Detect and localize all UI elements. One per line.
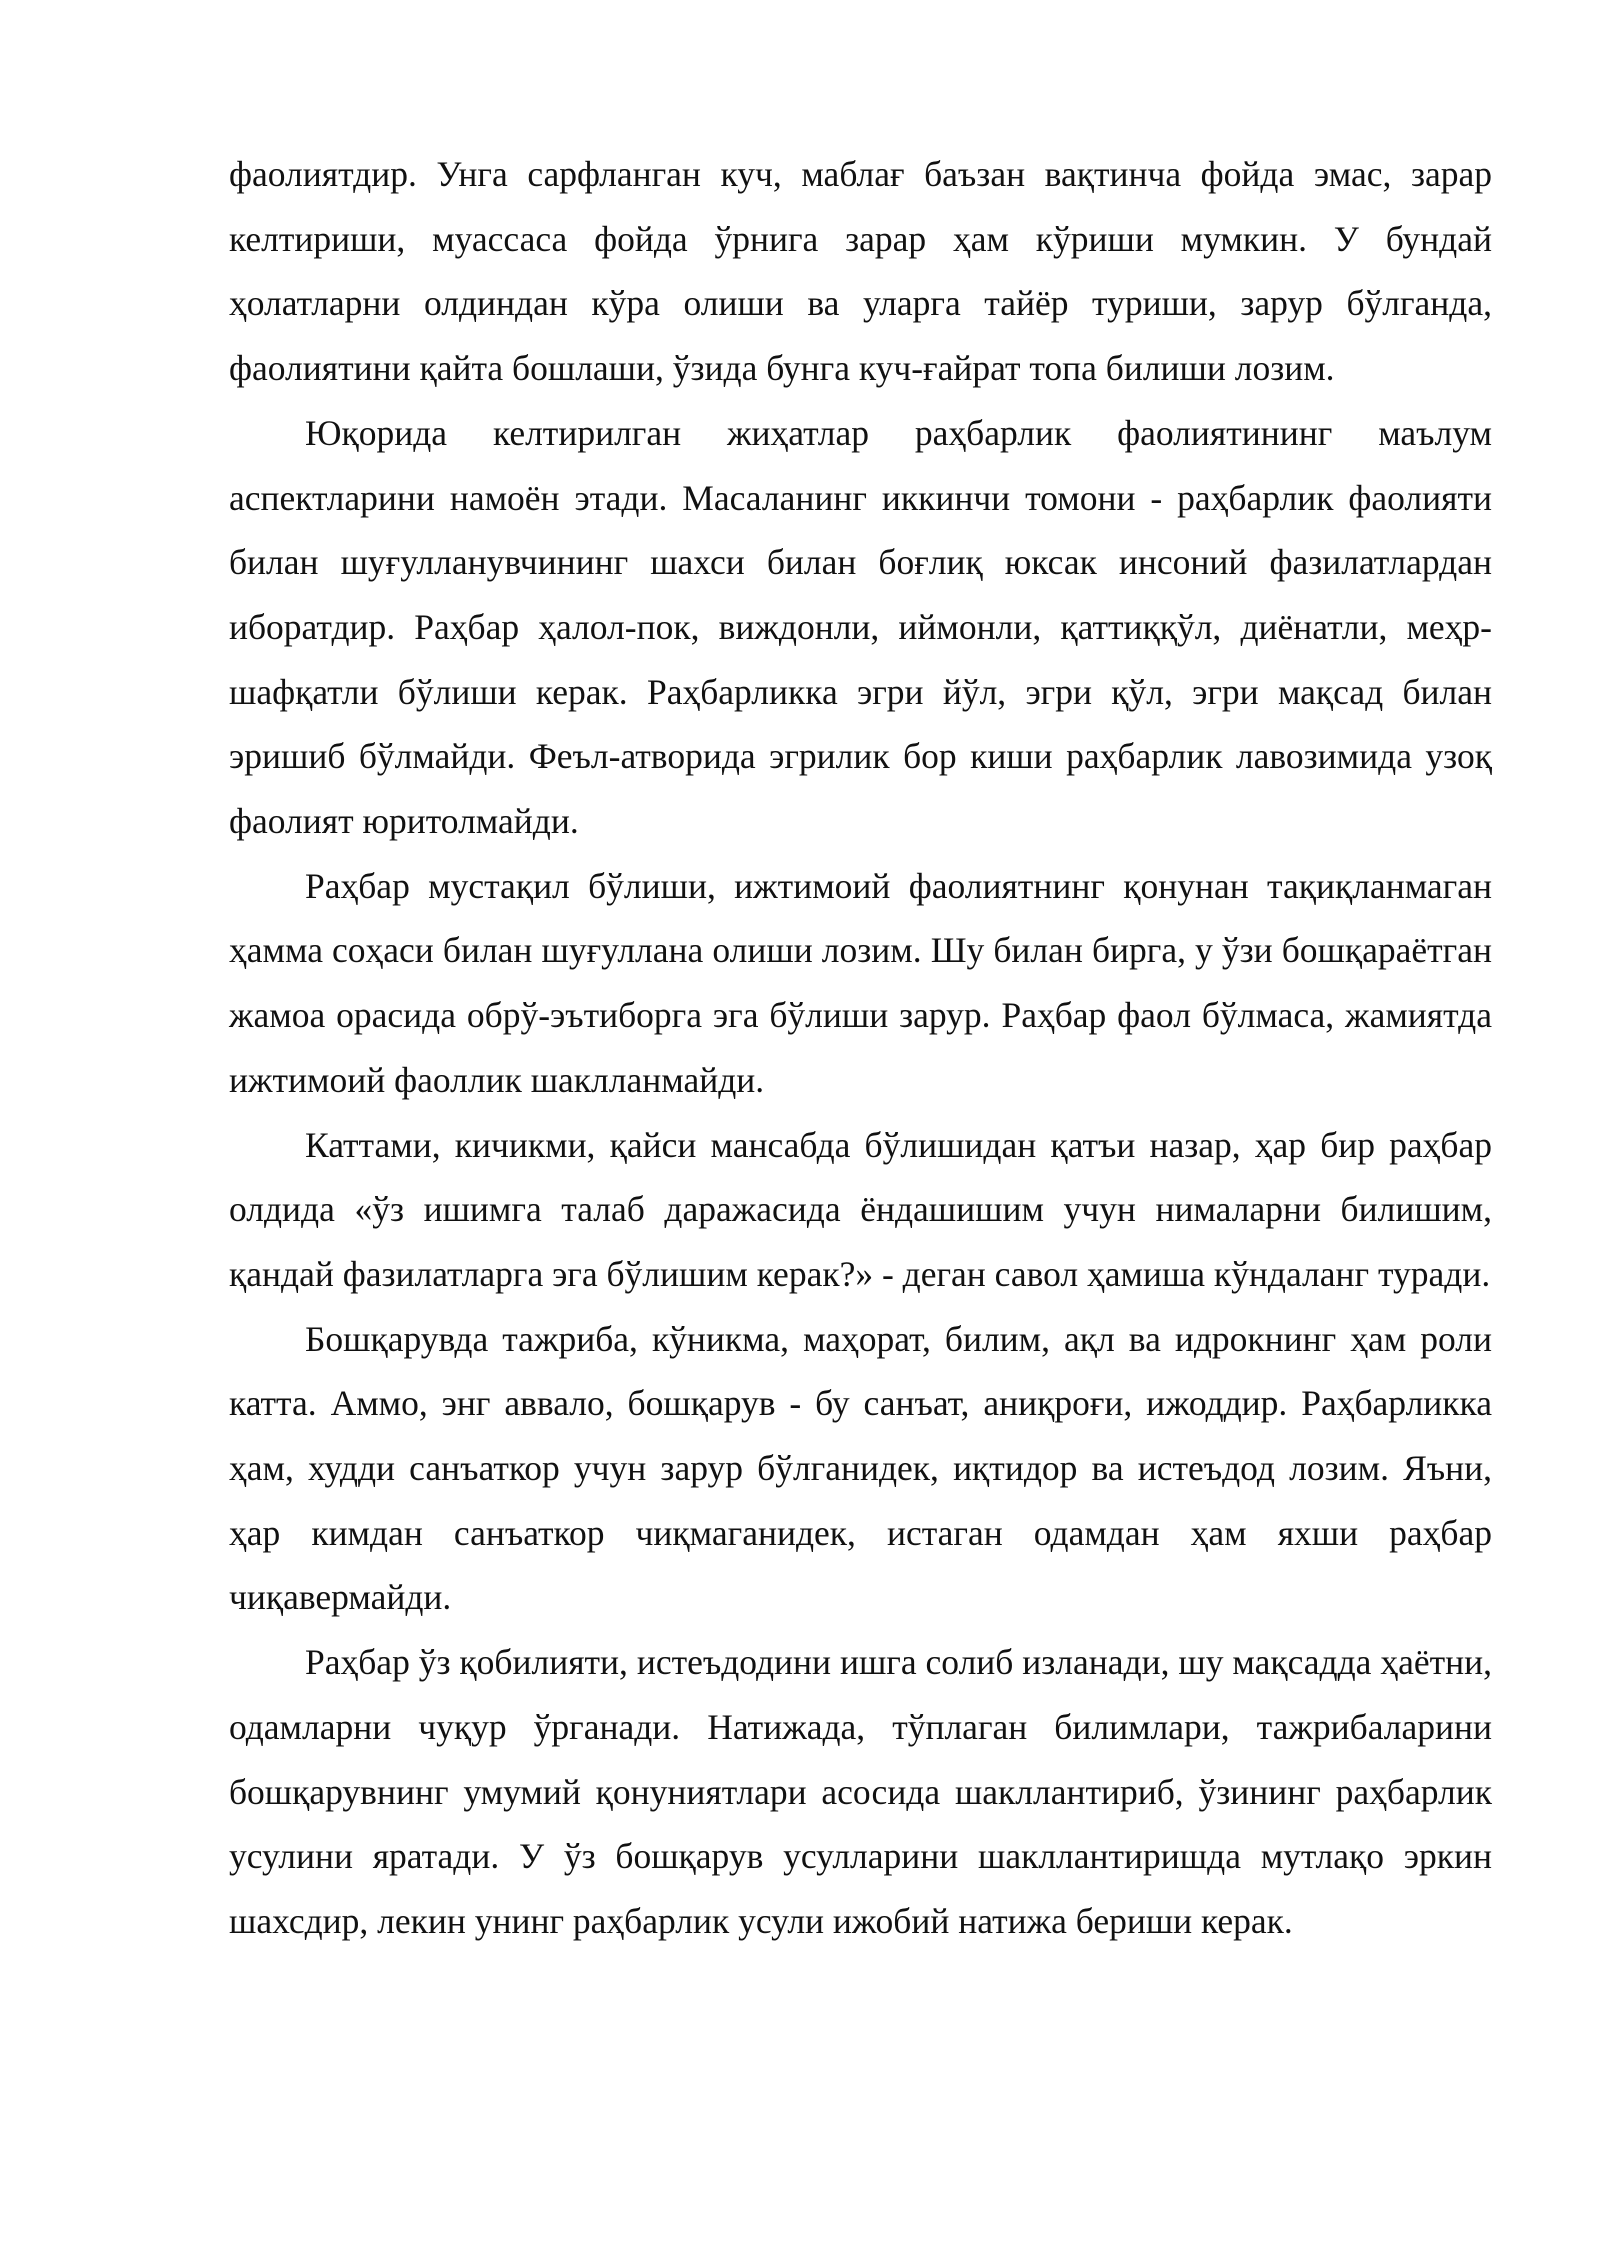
- paragraph-4: Каттами, кичикми, қайси мансабда бўлишидан қатъи назар, ҳар бир раҳбар олдида «ўз ишимга талаб даражасида ёндашишим учун нималарни билишим, қандай фазилатларга эга бўлишим керак?» - деган савол ҳамиша кўндаланг туради.: [229, 1124, 1492, 1294]
- paragraph-5: Бошқарувда тажриба, кўникма, маҳорат, билим, ақл ва идрокнинг ҳам роли катта. Аммо, энг аввало, бошқарув - бу санъат, аниқроғи, ижоддир. Раҳбарликка ҳам, худди санъаткор учун зарур бўлганидек, иқтидор ва истеъдод лозим. Яъни, ҳар кимдан санъаткор чиқмаганидек, истаган одамдан ҳам яхши раҳбар чиқавермайди.: [229, 1318, 1492, 1618]
- document-page: [229, 142, 1492, 1954]
- paragraph-2: Юқорида келтирилган жиҳатлар раҳбарлик фаолиятининг маълум аспектларини намоён этади. Масаланинг иккинчи томони - раҳбарлик фаолияти билан шуғулланувчининг шахси билан боғлиқ юксак инсоний фазилатлардан иборатдир. Раҳбар ҳалол-пок, виждонли, иймонли, қаттиққўл, диёнатли, меҳр-шафқатли бўлиши керак. Раҳбарликка эгри йўл, эгри қўл, эгри мақсад билан эришиб бўлмайди. Феъл-атворида эгрилик бор киши раҳбарлик лавозимида узоқ фаолият юритолмайди.: [229, 412, 1492, 842]
- paragraph-6: Раҳбар ўз қобилияти, истеъдодини ишга солиб изланади, шу мақсадда ҳаётни, одамларни чуқур ўрганади. Натижада, тўплаган билимлари, тажрибаларини бошқарувнинг умумий қонуниятлари асосида шакллантириб, ўзининг раҳбарлик усулини яратади. У ўз бошқарув усулларини шакллантиришда мутлақо эркин шахсдир, лекин унинг раҳбарлик усули ижобий натижа бериши керак.: [229, 1642, 1492, 1941]
- paragraph-3: Раҳбар мустақил бўлиши, ижтимоий фаолиятнинг қонунан тақиқланмаган ҳамма соҳаси билан шуғуллана олиши лозим. Шу билан бирга, у ўзи бошқараётган жамоа орасида обрў-эътиборга эга бўлиши зарур. Раҳбар фаол бўлмаса, жамиятда ижтимоий фаоллик шаклланмайди.: [229, 865, 1492, 1100]
- paragraph-1: фаолиятдир. Унга сарфланган куч, маблағ баъзан вақтинча фойда эмас, зарар келтириши, муассаса фойда ўрнига зарар ҳам кўриши мумкин. У бундай ҳолатларни олдиндан кўра олиши ва уларга тайёр туриши, зарур бўлганда, фаолиятини қайта бошлаши, ўзида бунга куч-ғайрат топа билиши лозим.: [229, 154, 1492, 389]
